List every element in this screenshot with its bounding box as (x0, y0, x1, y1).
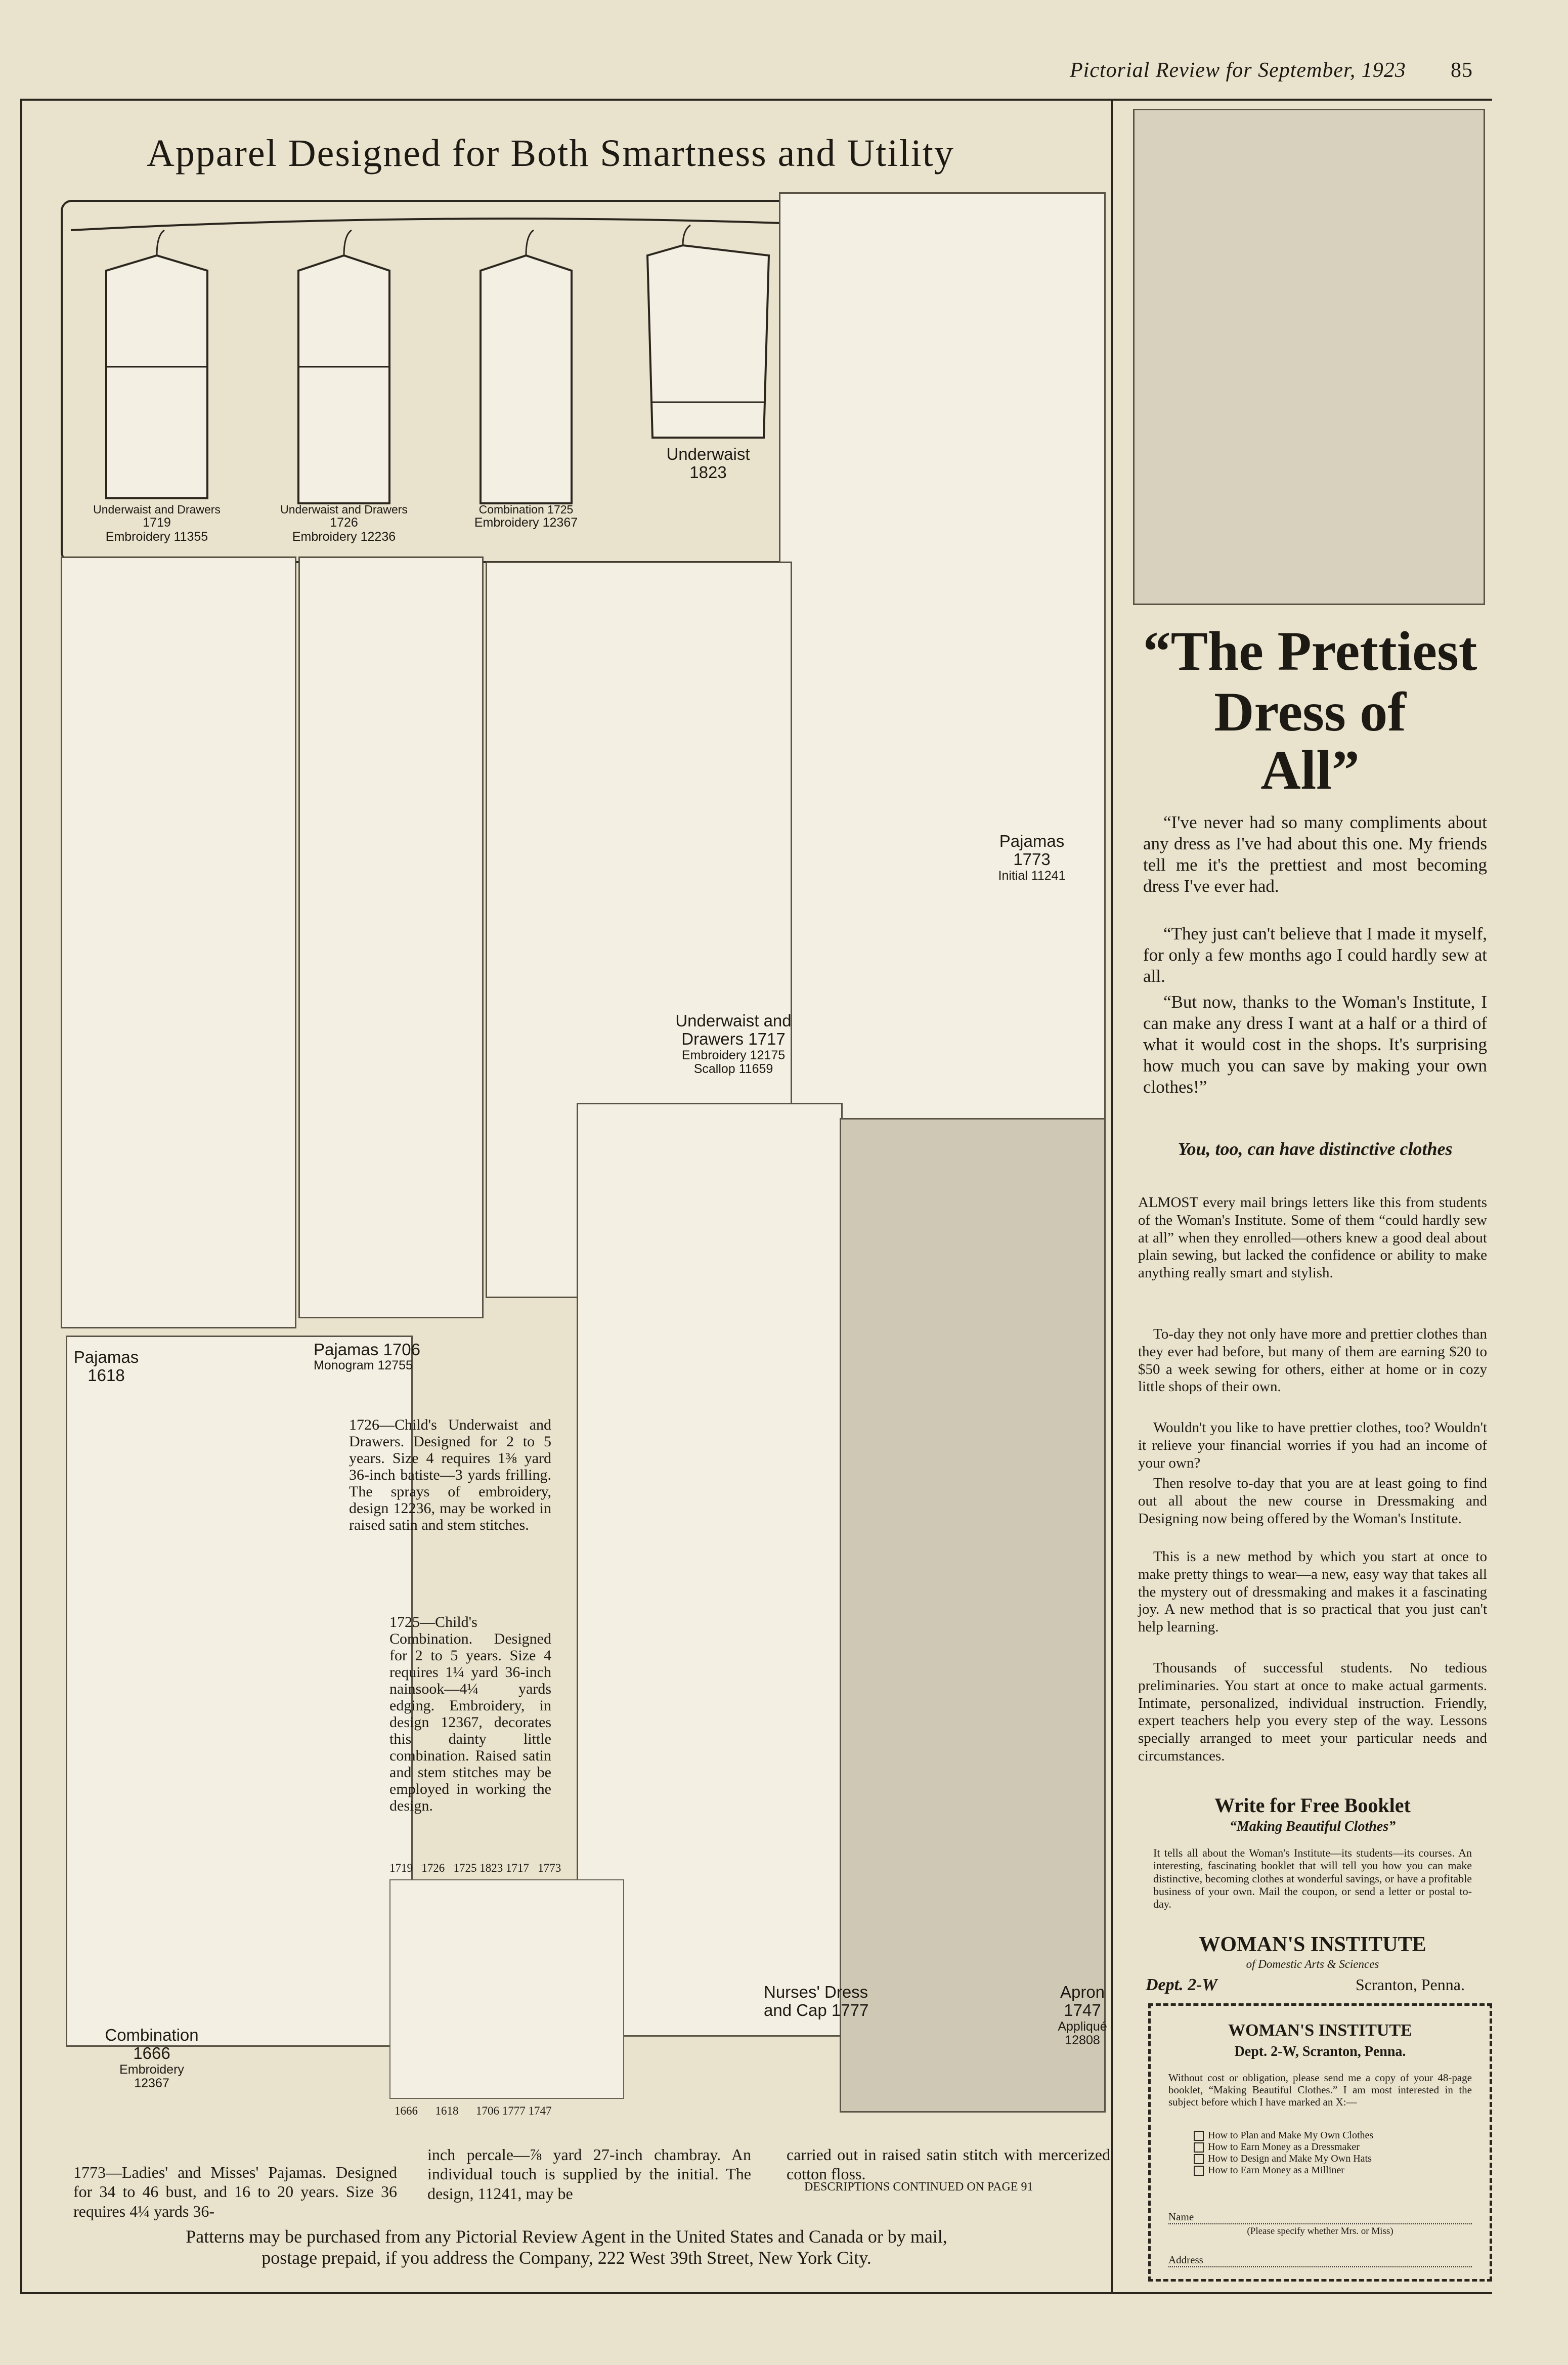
coupon-title: WOMAN'S INSTITUTE (1228, 2021, 1412, 2040)
ad-body-5: This is a new method by which you start at once to make pretty things to wear—a new, easy way that takes all the mystery out of dressmaking and makes it a fascinating joy. A new method that is so practical that you just can't help learning. (1138, 1549, 1487, 1636)
coupon-dept: Dept. 2-W, Scranton, Penna. (1234, 2044, 1406, 2059)
booklet-text: It tells all about the Woman's Institute—its students—its courses. An interesting, fascinating booklet that will tell you how you can make distinctive, becoming clothes at wonderful savings, or have a profitable business of your own. Mail the coupon, or send a letter or postal to-day. (1153, 1846, 1472, 1911)
label-1618: Pajamas 1618 (73, 1348, 139, 1385)
ad-body-1: ALMOST every mail brings letters like this from students of the Woman's Institute. Some of them “could hardly sew at all” when they enrolled—others knew a good deal about plain sewing, but lacked the confidence or ability to make anything really smart and stylish. (1138, 1194, 1487, 1281)
ad-subhead: You, too, can have distinctive clothes (1178, 1139, 1453, 1159)
coupon-address-label: Address (1168, 2254, 1203, 2266)
checkbox[interactable] (1194, 2131, 1204, 2141)
ad-quote-2: “They just can't believe that I made it myself, for only a few months ago I could hardly sew at all. (1143, 924, 1487, 986)
ad-quote-1: “I've never had so many compliments about any dress as I've had about this one. My friends tell me it's the prettiest and most becoming dress I've ever had. (1143, 812, 1487, 896)
coupon-address-field[interactable] (1168, 2254, 1472, 2267)
ad-headline-2: Dress of (1214, 681, 1406, 743)
coupon-option[interactable]: How to Earn Money as a Dressmaker (1194, 2141, 1477, 2153)
figure-pajamas-1706 (298, 556, 484, 1318)
panel-title: Apparel Designed for Both Smartness and Utility (147, 132, 954, 175)
coupon-option[interactable]: How to Earn Money as a Milliner (1194, 2165, 1477, 2176)
footer-line-2: postage prepaid, if you address the Company, 222 West 39th Street, New York City. (262, 2248, 872, 2268)
coupon-option[interactable]: How to Design and Make My Own Hats (1194, 2153, 1477, 2165)
footer-line-1: Patterns may be purchased from any Pictorial Review Agent in the United States and Canada or by mail, (186, 2226, 947, 2247)
label-1823: Underwaist 1823 (666, 445, 750, 482)
checkbox[interactable] (1194, 2166, 1204, 2176)
checkbox[interactable] (1194, 2154, 1204, 2164)
label-1717: Underwaist and Drawers 1717 Embroidery 12175 Scallop 11659 (675, 1011, 792, 1077)
coupon-intro: Without cost or obligation, please send me a copy of your 48-page booklet, “Making Beautiful Clothes.” I am most interested in the subject before which I have marked an X:— (1168, 2072, 1472, 2109)
institute-name: WOMAN'S INSTITUTE (1199, 1933, 1426, 1956)
ad-body-4: Then resolve to-day that you are at least going to find out all about the new course in Dressmaking and Designing now being offered by the Woman's Institute. (1138, 1475, 1487, 1527)
description-1725: 1725—Child's Combination. Designed for 2 to 5 years. Size 4 requires 1¼ yard 36-inch nainsook—4¼ yards edging. Embroidery, in design 12367, decorates this dainty little combination. Raised satin and stem stitches may be employed in working the design. (389, 1614, 551, 1814)
thumbnail-sketch (389, 1879, 624, 2099)
coupon-name-field[interactable] (1168, 2211, 1472, 2224)
label-1777: Nurses' Dress and Cap 1777 (764, 1983, 869, 2020)
label-1726: Underwaist and Drawers 1726 Embroidery 12236 (280, 503, 408, 544)
ad-illustration (1133, 109, 1485, 605)
ad-quote-3: “But now, thanks to the Woman's Institute, I can make any dress I want at a half or a third of what it would cost in the shops. It's surprising how much you can save by making your own clothes!” (1143, 992, 1487, 1097)
ad-body-3: Wouldn't you like to have prettier clothes, too? Wouldn't it relieve your financial worries if you had an income of your own? (1138, 1420, 1487, 1471)
thumbnails-bottom-numbers: 1666 1618 1706 1777 1747 (395, 2104, 552, 2117)
continued-notice: DESCRIPTIONS CONTINUED ON PAGE 91 (804, 2180, 1033, 2194)
label-1666: Combination 1666 Embroidery 12367 (105, 2026, 199, 2091)
label-1773: Pajamas 1773 Initial 11241 (998, 832, 1066, 883)
label-1747: Apron 1747 Appliqué 12808 (1058, 1983, 1107, 2048)
ad-headline-3: All” (1260, 739, 1360, 801)
figure-pajamas-1618 (61, 556, 296, 1328)
label-1725: Combination 1725 Embroidery 12367 (474, 503, 578, 530)
institute-dept: Dept. 2-W (1146, 1975, 1217, 1994)
masthead: Pictorial Review for September, 1923 (1070, 59, 1406, 82)
description-1773-col3: carried out in raised satin stitch with mercerized cotton floss. (787, 2145, 1110, 2183)
ad-body-6: Thousands of successful students. No tedious preliminaries. You start at once to make actual garments. Intimate, personalized, individual instruction. Friendly, expert teachers help you every step of the way. Lessons specially arranged to meet your particular needs and circumstances. (1138, 1660, 1487, 1764)
description-1726: 1726—Child's Underwaist and Drawers. Designed for 2 to 5 years. Size 4 requires 1⅜ yard 36-inch batiste—3 yards frilling. The sprays of embroidery, design 12236, may be worked in raised satin and stem stitches. (349, 1416, 551, 1533)
institute-subtitle: of Domestic Arts & Sciences (1246, 1958, 1379, 1970)
checkbox[interactable] (1194, 2142, 1204, 2153)
ad-body-2: To-day they not only have more and prettier clothes than they ever had before, but many of them are earning $20 to $50 a week sewing for others, either at home or in cozy little shops of their own. (1138, 1326, 1487, 1395)
label-1706: Pajamas 1706 Monogram 12755 (314, 1340, 420, 1373)
thumbnails-top-numbers: 1719 1726 1725 1823 1717 1773 (389, 1862, 561, 1874)
figure-pajamas-1773 (779, 192, 1106, 1182)
description-1773-col2: inch percale—⅞ yard 27-inch chambray. An individual touch is supplied by the initial. The design, 11241, may be (427, 2145, 751, 2203)
label-1719: Underwaist and Drawers 1719 Embroidery 11355 (93, 503, 221, 544)
institute-city: Scranton, Penna. (1356, 1975, 1465, 1994)
booklet-title: “Making Beautiful Clothes” (1229, 1819, 1396, 1834)
coupon-name-hint: (Please specify whether Mrs. or Miss) (1247, 2226, 1393, 2237)
coupon-name-label: Name (1168, 2211, 1194, 2223)
page-number: 85 (1451, 59, 1473, 82)
figure-apron-1747 (840, 1118, 1106, 2113)
description-1773-col1: 1773—Ladies' and Misses' Pajamas. Designed for 34 to 46 bust, and 16 to 20 years. Size 36 requires 4¼ yards 36- (73, 2163, 397, 2220)
coupon-option[interactable]: How to Plan and Make My Own Clothes (1194, 2130, 1477, 2141)
booklet-heading: Write for Free Booklet (1214, 1794, 1411, 1817)
coupon-options (1194, 2130, 1477, 2176)
ad-headline-1: “The Prettiest (1143, 620, 1477, 682)
